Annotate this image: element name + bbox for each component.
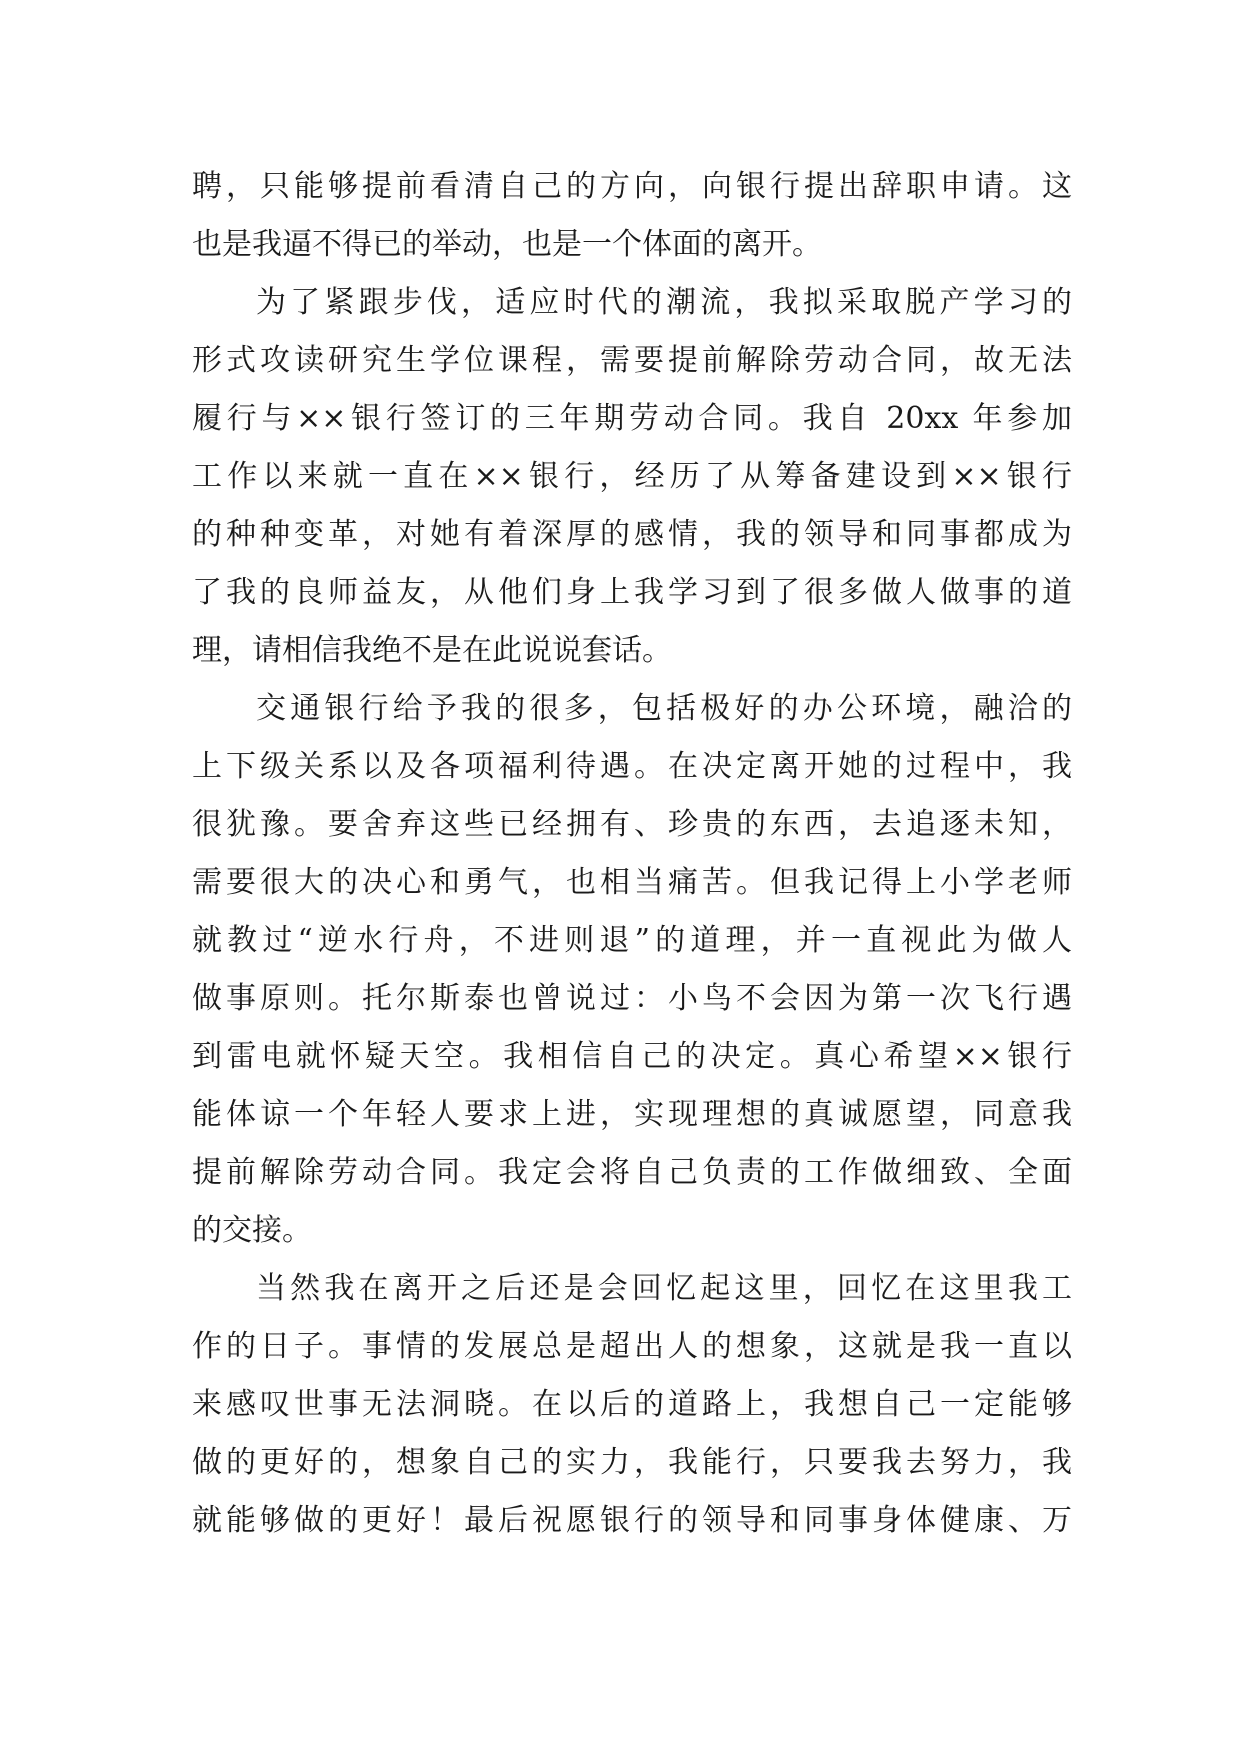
text-line: 很犹豫。要舍弃这些已经拥有、珍贵的东西，去追逐未知， [192,807,1072,842]
text-line: 做的更好的，想象自己的实力，我能行，只要我去努力，我 [192,1445,1072,1480]
text-line: 做事原则。托尔斯泰也曾说过：小鸟不会因为第一次飞行遇 [192,981,1072,1016]
text-line: 的交接。 [192,1213,312,1248]
text-line: 上下级关系以及各项福利待遇。在决定离开她的过程中，我 [192,749,1072,784]
text-line: 形式攻读研究生学位课程，需要提前解除劳动合同，故无法 [192,343,1072,378]
text-line: 履行与××银行签订的三年期劳动合同。我自 20xx 年参加 [192,401,1072,436]
text-line: 能体谅一个年轻人要求上进，实现理想的真诚愿望，同意我 [192,1097,1072,1132]
document-body [192,158,1072,1550]
text-line: 就教过“逆水行舟，不进则退”的道理，并一直视此为做人 [192,923,1072,958]
paragraph-first-line: 交通银行给予我的很多，包括极好的办公环境，融洽的 [256,691,1072,726]
paragraph-first-line: 为了紧跟步伐，适应时代的潮流，我拟采取脱产学习的 [256,285,1072,320]
text-line: 到雷电就怀疑天空。我相信自己的决定。真心希望××银行 [192,1039,1072,1074]
text-line: 作的日子。事情的发展总是超出人的想象，这就是我一直以 [192,1329,1072,1364]
text-line: 就能够做的更好！最后祝愿银行的领导和同事身体健康、万 [192,1503,1072,1538]
text-line: 聘，只能够提前看清自己的方向，向银行提出辞职申请。这 [192,169,1072,204]
paragraph-first-line: 当然我在离开之后还是会回忆起这里，回忆在这里我工 [256,1271,1072,1306]
text-line: 工作以来就一直在××银行，经历了从筹备建设到××银行 [192,459,1072,494]
text-line: 也是我逼不得已的举动，也是一个体面的离开。 [192,227,822,262]
text-line: 需要很大的决心和勇气，也相当痛苦。但我记得上小学老师 [192,865,1072,900]
text-line: 来感叹世事无法洞晓。在以后的道路上，我想自己一定能够 [192,1387,1072,1422]
text-line: 的种种变革，对她有着深厚的感情，我的领导和同事都成为 [192,517,1072,552]
text-line: 提前解除劳动合同。我定会将自己负责的工作做细致、全面 [192,1155,1072,1190]
text-line: 理，请相信我绝不是在此说说套话。 [192,633,672,668]
text-line: 了我的良师益友，从他们身上我学习到了很多做人做事的道 [192,575,1072,610]
